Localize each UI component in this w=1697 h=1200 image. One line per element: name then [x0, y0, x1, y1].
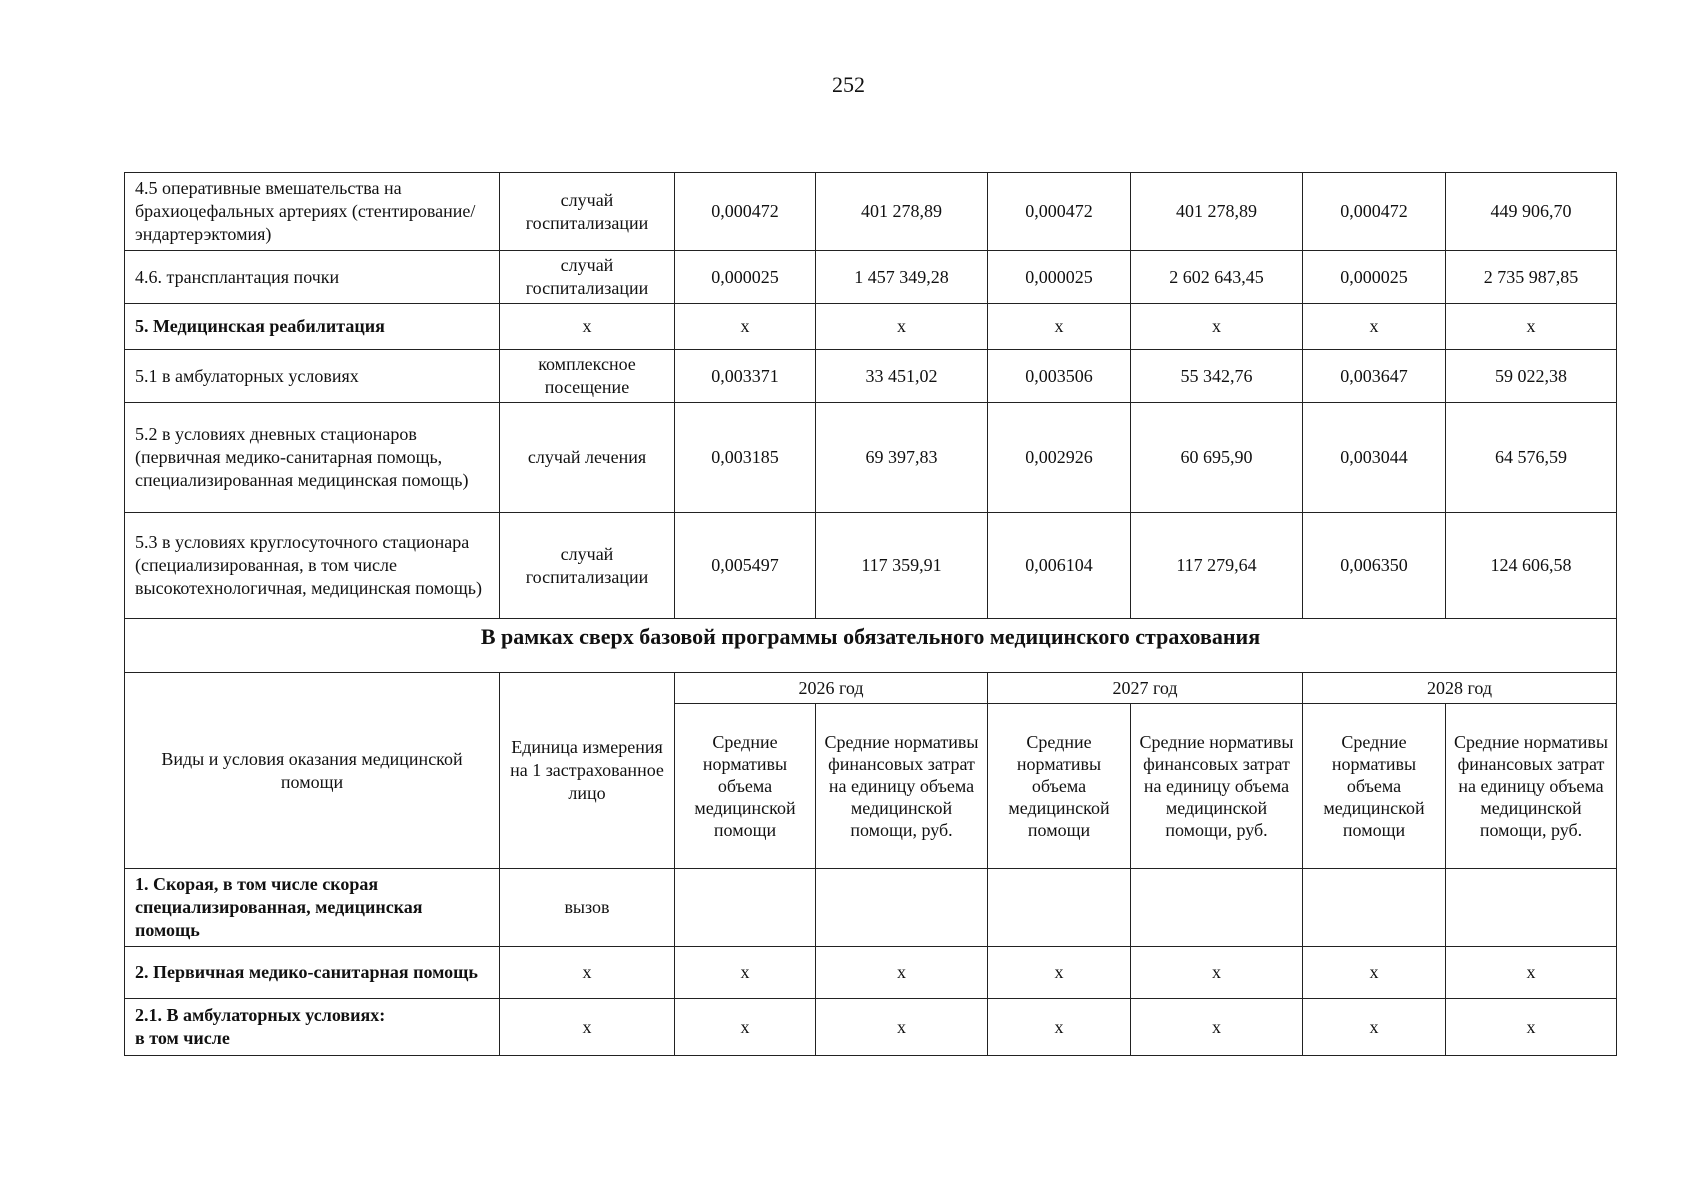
cell-value: 2 602 643,45 — [1131, 251, 1303, 304]
cell-value: х — [816, 304, 988, 350]
cell-value — [675, 869, 816, 947]
cell-value: х — [1303, 999, 1446, 1056]
row-unit: комплексное посещение — [500, 350, 675, 403]
header-sub-volume: Средние нормативы объема медицинской помощи — [988, 704, 1131, 869]
cell-value: 0,000025 — [988, 251, 1131, 304]
cell-value — [988, 869, 1131, 947]
cell-value: 401 278,89 — [1131, 173, 1303, 251]
row-unit: х — [500, 304, 675, 350]
cell-value: х — [675, 304, 816, 350]
cell-value: 0,003371 — [675, 350, 816, 403]
page-number: 252 — [832, 72, 865, 97]
cell-value: 69 397,83 — [816, 403, 988, 513]
cell-value — [1131, 869, 1303, 947]
cell-value: 0,003647 — [1303, 350, 1446, 403]
row-name: 5.3 в условиях круглосуточного стационара (специализированная, в том числе высокотехнологичная, медицинская помощь) — [125, 513, 500, 619]
cell-value: 64 576,59 — [1446, 403, 1617, 513]
cell-value: 0,003185 — [675, 403, 816, 513]
cell-value: 0,000472 — [1303, 173, 1446, 251]
cell-value: х — [988, 947, 1131, 999]
header-col-type: Виды и условия оказания медицинской помощи — [125, 673, 500, 869]
header-year-2026: 2026 год — [675, 673, 988, 704]
cell-value: х — [816, 999, 988, 1056]
header-year-2027: 2027 год — [988, 673, 1303, 704]
cell-value: 117 359,91 — [816, 513, 988, 619]
cell-value: х — [1446, 947, 1617, 999]
cell-value: 0,000472 — [675, 173, 816, 251]
table-row — [125, 947, 1617, 999]
cell-value: 0,002926 — [988, 403, 1131, 513]
cell-value — [816, 869, 988, 947]
table-row — [125, 513, 1617, 619]
cell-value — [1446, 869, 1617, 947]
table-row — [125, 403, 1617, 513]
cell-value: х — [988, 304, 1131, 350]
cell-value: 55 342,76 — [1131, 350, 1303, 403]
cell-value: 0,000025 — [1303, 251, 1446, 304]
header-row-years — [125, 673, 1617, 704]
row-unit: х — [500, 947, 675, 999]
cell-value: х — [1446, 304, 1617, 350]
row-name: 2.1. В амбулаторных условиях: в том числе — [125, 999, 500, 1056]
table-row — [125, 251, 1617, 304]
cell-value: 59 022,38 — [1446, 350, 1617, 403]
row-name: 2. Первичная медико-санитарная помощь — [125, 947, 500, 999]
cell-value: 0,003044 — [1303, 403, 1446, 513]
cell-value: х — [1131, 999, 1303, 1056]
cell-value: 124 606,58 — [1446, 513, 1617, 619]
header-sub-cost: Средние нормативы финансовых затрат на единицу объема медицинской помощи, руб. — [1131, 704, 1303, 869]
header-col-unit: Единица измерения на 1 застрахованное лицо — [500, 673, 675, 869]
cell-value: 0,005497 — [675, 513, 816, 619]
cell-value: х — [988, 999, 1131, 1056]
norms-table — [124, 172, 1617, 1056]
cell-value: х — [1446, 999, 1617, 1056]
cell-value — [1303, 869, 1446, 947]
cell-value: х — [1303, 947, 1446, 999]
table-row — [125, 999, 1617, 1056]
cell-value: 0,006350 — [1303, 513, 1446, 619]
header-sub-cost: Средние нормативы финансовых затрат на единицу объема медицинской помощи, руб. — [1446, 704, 1617, 869]
row-name: 4.6. трансплантация почки — [125, 251, 500, 304]
cell-value: 0,003506 — [988, 350, 1131, 403]
cell-value: 60 695,90 — [1131, 403, 1303, 513]
table-row — [125, 173, 1617, 251]
header-sub-volume: Средние нормативы объема медицинской помощи — [675, 704, 816, 869]
row-name: 5.1 в амбулаторных условиях — [125, 350, 500, 403]
row-unit: случай госпитализации — [500, 173, 675, 251]
row-name: 5.2 в условиях дневных стационаров (первичная медико-санитарная помощь, специализированная медицинская помощь) — [125, 403, 500, 513]
row-unit: случай лечения — [500, 403, 675, 513]
row-unit: случай госпитализации — [500, 513, 675, 619]
header-year-2028: 2028 год — [1303, 673, 1617, 704]
cell-value: х — [1131, 304, 1303, 350]
cell-value: 0,000025 — [675, 251, 816, 304]
row-name: 1. Скорая, в том числе скорая специализированная, медицинская помощь — [125, 869, 500, 947]
row-name: 4.5 оперативные вмешательства на брахиоцефальных артериях (стентирование/эндартерэктомия) — [125, 173, 500, 251]
cell-value: х — [1303, 304, 1446, 350]
cell-value: 0,000472 — [988, 173, 1131, 251]
row-name: 5. Медицинская реабилитация — [125, 304, 500, 350]
cell-value: х — [675, 947, 816, 999]
cell-value: 1 457 349,28 — [816, 251, 988, 304]
table-row — [125, 869, 1617, 947]
section-row — [125, 619, 1617, 673]
table-row — [125, 304, 1617, 350]
cell-value: 449 906,70 — [1446, 173, 1617, 251]
cell-value: х — [675, 999, 816, 1056]
cell-value: 2 735 987,85 — [1446, 251, 1617, 304]
header-sub-volume: Средние нормативы объема медицинской помощи — [1303, 704, 1446, 869]
row-unit: х — [500, 999, 675, 1056]
cell-value: 401 278,89 — [816, 173, 988, 251]
cell-value: х — [816, 947, 988, 999]
cell-value: 0,006104 — [988, 513, 1131, 619]
cell-value: 117 279,64 — [1131, 513, 1303, 619]
cell-value: х — [1131, 947, 1303, 999]
row-unit: случай госпитализации — [500, 251, 675, 304]
row-unit: вызов — [500, 869, 675, 947]
section-title: В рамках сверх базовой программы обязательного медицинского страхования — [125, 619, 1617, 673]
header-sub-cost: Средние нормативы финансовых затрат на единицу объема медицинской помощи, руб. — [816, 704, 988, 869]
table-row — [125, 350, 1617, 403]
cell-value: 33 451,02 — [816, 350, 988, 403]
